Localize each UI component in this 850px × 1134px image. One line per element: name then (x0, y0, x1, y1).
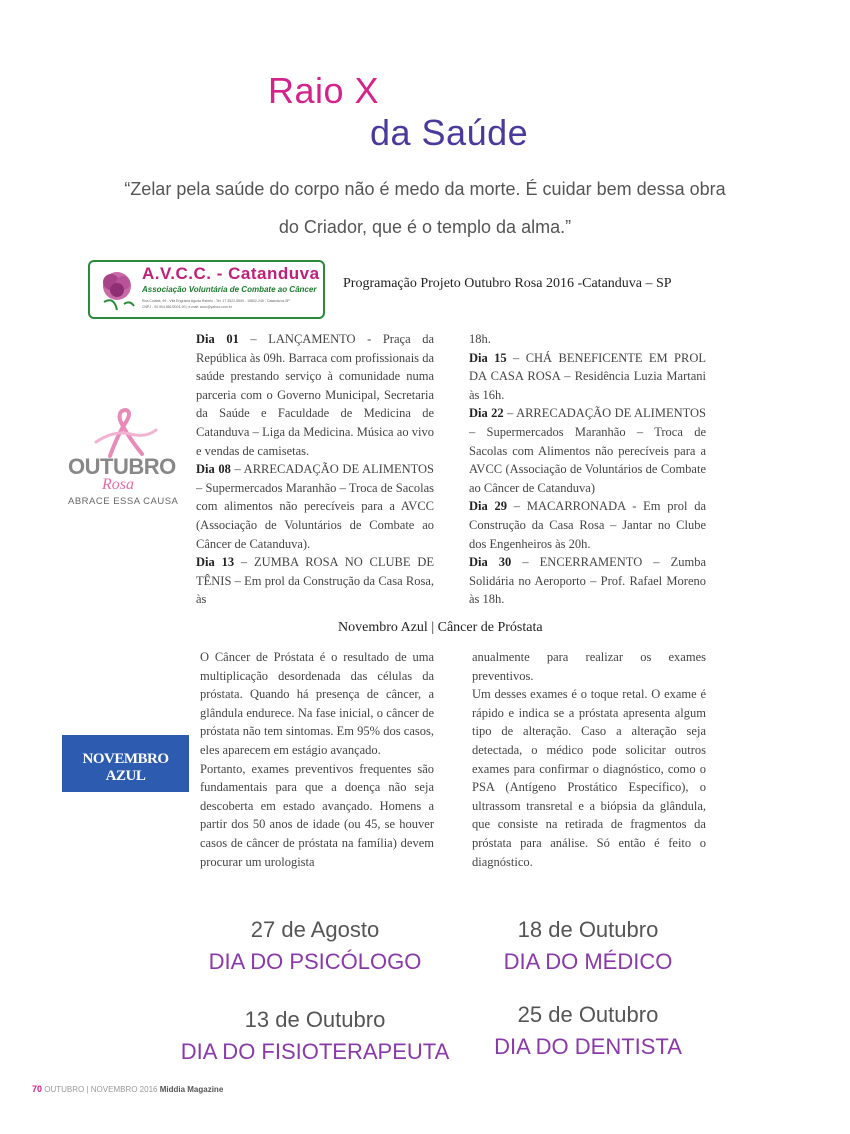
event-day: Dia 30 (469, 555, 512, 570)
event-item (196, 460, 434, 553)
date-card (438, 1002, 738, 1060)
occasion-text: DIA DO FISIOTERAPEUTA (180, 1039, 450, 1064)
event-item (196, 553, 434, 609)
novembro-azul-logo (62, 735, 189, 792)
page-title-line1: Raio X (268, 70, 380, 111)
date-card (165, 917, 465, 975)
rose-icon (94, 266, 140, 312)
avcc-subtitle: Associação Voluntária de Combate ao Câncer (142, 285, 317, 294)
issue-date: OUTUBRO | NOVEMBRO 2016 (44, 1085, 158, 1094)
novembro-heading: Novembro Azul | Câncer de Próstata (338, 620, 543, 635)
page-footer (32, 1084, 223, 1094)
event-day: Dia 01 (196, 332, 239, 346)
event-text: – ARRECADAÇÃO DE ALIMENTOS – Supermercados Maranhão – Troca de Sacolas com alimentos não perecíveis para a AVCC (Associação de Voluntários de Combate ao Câncer de Catanduva). (196, 462, 435, 551)
outubro-rosa-logo (66, 408, 180, 508)
novembro-column-2 (472, 648, 706, 871)
date-card (438, 917, 738, 975)
article-paragraph: anualmente para realizar os exames preventivos. (472, 650, 706, 683)
quote-line2: do Criador, que é o templo da alma.” (278, 217, 572, 237)
article-paragraph: Um desses exames é o toque retal. O exame é rápido e indica se a próstata apresenta algum tipo de alteração. Caso a alteração seja detectada, o médico pode solicitar outros exames para confirmar o diagnóstico, como o PSA (Antígeno Prostático Específico), o ultrassom transretal e a biópsia da glândula, que consiste na retirada de fragmentos da próstata para análise. Só então é feito o diagnóstico. (472, 687, 706, 869)
magazine-name: Middia Magazine (159, 1085, 224, 1094)
event-continuation: 18h. (469, 332, 491, 346)
outubro-tagline: ABRACE ESSA CAUSA (68, 496, 179, 507)
event-day: Dia 15 (469, 350, 507, 365)
page-title-line2: da Saúde (370, 112, 529, 153)
event-day: Dia 13 (196, 555, 235, 570)
avcc-address: Rua Cuiabá, 99 - Vila Engrácia Aguda Rabelo - Tel: 17 3522-5500 - 15802-245 - Catanduva-SP (142, 299, 290, 303)
quote-line1: “Zelar pela saúde do corpo não é medo da morte. É cuidar bem dessa obra (124, 179, 726, 199)
event-text: – LANÇAMENTO - Praça da República às 09h. Barraca com profissionais da saúde prestando serviço à comunidade numa parceria com o Governo Municipal, Secretaria da Saúde e Faculdade de Medicina de Catanduva – Liga da Medicina. Música ao vivo e vendas de camisetas. (196, 332, 434, 458)
event-item (469, 349, 706, 405)
article-paragraph: Portanto, exames preventivos frequentes são fundamentais para que a doença não seja descoberta em estado avançado. Homens a partir dos 50 anos de idade (ou 45, se houver casos de câncer de próstata na família) devem procurar um urologista (200, 761, 434, 869)
novembro-azul-text: NOVEMBRO AZUL (82, 751, 169, 784)
date-text: 13 de Outubro (244, 1007, 386, 1032)
event-day: Dia 08 (196, 462, 231, 477)
rosa-word: Rosa (102, 476, 134, 493)
occasion-text: DIA DO DENTISTA (494, 1034, 682, 1059)
event-day: Dia 22 (469, 406, 504, 421)
programacao-column-1 (196, 330, 434, 609)
event-text: – CHÁ BENEFICENTE EM PROL DA CASA ROSA – Residência Luzia Martani às 16h. (469, 350, 706, 402)
article-paragraph: O Câncer de Próstata é o resultado de uma multiplicação desordenada das células da próstata. Quando há presença de câncer, a glândula endurece. Na fase inicial, o câncer de próstata não tem sintomas. Em 95% dos casos, eles aparecem em estágio avançado. (200, 650, 434, 757)
avcc-name: A.V.C.C. - Catanduva (142, 264, 320, 283)
epigraph-quote (60, 170, 790, 246)
programacao-heading: Programação Projeto Outubro Rosa 2016 -Catanduva – SP (343, 276, 672, 291)
event-text: – ENCERRAMENTO – Zumba Solidária no Aeroporto – Prof. Rafael Moreno às 18h. (469, 555, 706, 607)
programacao-column-2 (469, 330, 706, 609)
occasion-text: DIA DO PSICÓLOGO (208, 949, 422, 974)
date-text: 27 de Agosto (250, 917, 380, 942)
novembro-column-1 (200, 648, 434, 871)
event-text: – ARRECADAÇÃO DE ALIMENTOS – Supermercados Maranhão – Troca de Sacolas com Alimentos não perecíveis para a AVCC (Associação de Voluntários de Combate ao Câncer de Catanduva) (469, 406, 707, 495)
page-number: 70 (32, 1084, 43, 1094)
event-item (469, 497, 706, 553)
date-text: 18 de Outubro (517, 917, 659, 942)
event-item (196, 330, 434, 460)
event-item (469, 553, 706, 609)
event-item (469, 404, 706, 497)
avcc-logo (88, 260, 325, 319)
avcc-contact: CNPJ - 00.904.881/0001-00 | e-mail: avcc@yahoo.com.br (142, 305, 232, 309)
occasion-text: DIA DO MÉDICO (503, 949, 673, 974)
pink-ribbon-icon (90, 408, 160, 460)
event-text: – MACARRONADA - Em prol da Construção da Casa Rosa – Jantar no Clube dos Engenheiros às 20h. (469, 499, 706, 551)
event-day: Dia 29 (469, 499, 508, 514)
date-text: 25 de Outubro (517, 1002, 659, 1027)
date-card (165, 1007, 465, 1065)
event-text: – ZUMBA ROSA NO CLUBE DE TÊNIS – Em prol da Construção da Casa Rosa, às (196, 555, 435, 607)
outubro-word: OUTUBRO (68, 454, 176, 479)
